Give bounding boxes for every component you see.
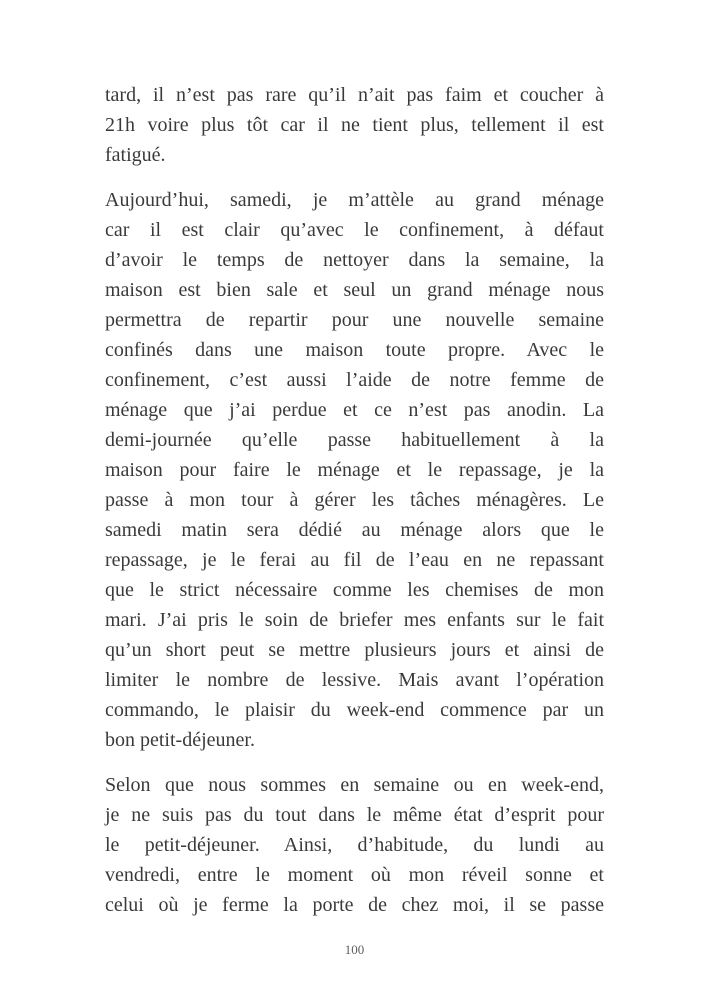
text-line: maison est bien sale et seul un grand ménage nous xyxy=(105,279,604,301)
text-line: Aujourd’hui, samedi, je m’attèle au grand ménage xyxy=(105,189,604,211)
text-line: ménage que j’ai perdue et ce n’est pas anodin. La xyxy=(105,399,604,421)
text-line: que le strict nécessaire comme les chemises de mon xyxy=(105,579,604,601)
text-line: Selon que nous sommes en semaine ou en week-end, xyxy=(105,774,604,796)
page-number: 100 xyxy=(344,942,365,957)
text-line: confinement, c’est aussi l’aide de notre femme de xyxy=(105,369,604,391)
paragraph xyxy=(105,185,604,755)
text-line: car il est clair qu’avec le confinement, à défaut xyxy=(105,219,604,241)
paragraph xyxy=(105,80,604,170)
text-line: qu’un short peut se mettre plusieurs jours et ainsi de xyxy=(105,639,604,661)
text-line: samedi matin sera dédié au ménage alors que le xyxy=(105,519,604,541)
text-line: celui où je ferme la porte de chez moi, il se passe xyxy=(105,894,604,916)
text-line: 21h voire plus tôt car il ne tient plus, tellement il est xyxy=(105,114,604,136)
text-line: passe à mon tour à gérer les tâches ménagères. Le xyxy=(105,489,604,511)
text-line: mari. J’ai pris le soin de briefer mes enfants sur le fait xyxy=(105,609,604,631)
text-line: je ne suis pas du tout dans le même état d’esprit pour xyxy=(105,804,604,826)
text-line: commando, le plaisir du week-end commence par un xyxy=(105,699,604,721)
text-line: limiter le nombre de lessive. Mais avant l’opération xyxy=(105,669,604,691)
text-line: maison pour faire le ménage et le repassage, je la xyxy=(105,459,604,481)
text-line: d’avoir le temps de nettoyer dans la semaine, la xyxy=(105,249,604,271)
text-line: fatigué. xyxy=(105,144,166,166)
paragraph xyxy=(105,770,604,920)
text-line: repassage, je le ferai au fil de l’eau en ne repassant xyxy=(105,549,604,571)
text-line: confinés dans une maison toute propre. Avec le xyxy=(105,339,604,361)
text-line: demi-journée qu’elle passe habituellement à la xyxy=(105,429,604,451)
text-line: vendredi, entre le moment où mon réveil sonne et xyxy=(105,864,604,886)
text-line: tard, il n’est pas rare qu’il n’ait pas faim et coucher à xyxy=(105,84,604,106)
text-line: le petit-déjeuner. Ainsi, d’habitude, du lundi au xyxy=(105,834,604,856)
text-line: permettra de repartir pour une nouvelle semaine xyxy=(105,309,604,331)
text-line: bon petit-déjeuner. xyxy=(105,729,255,751)
text-block xyxy=(105,80,604,920)
